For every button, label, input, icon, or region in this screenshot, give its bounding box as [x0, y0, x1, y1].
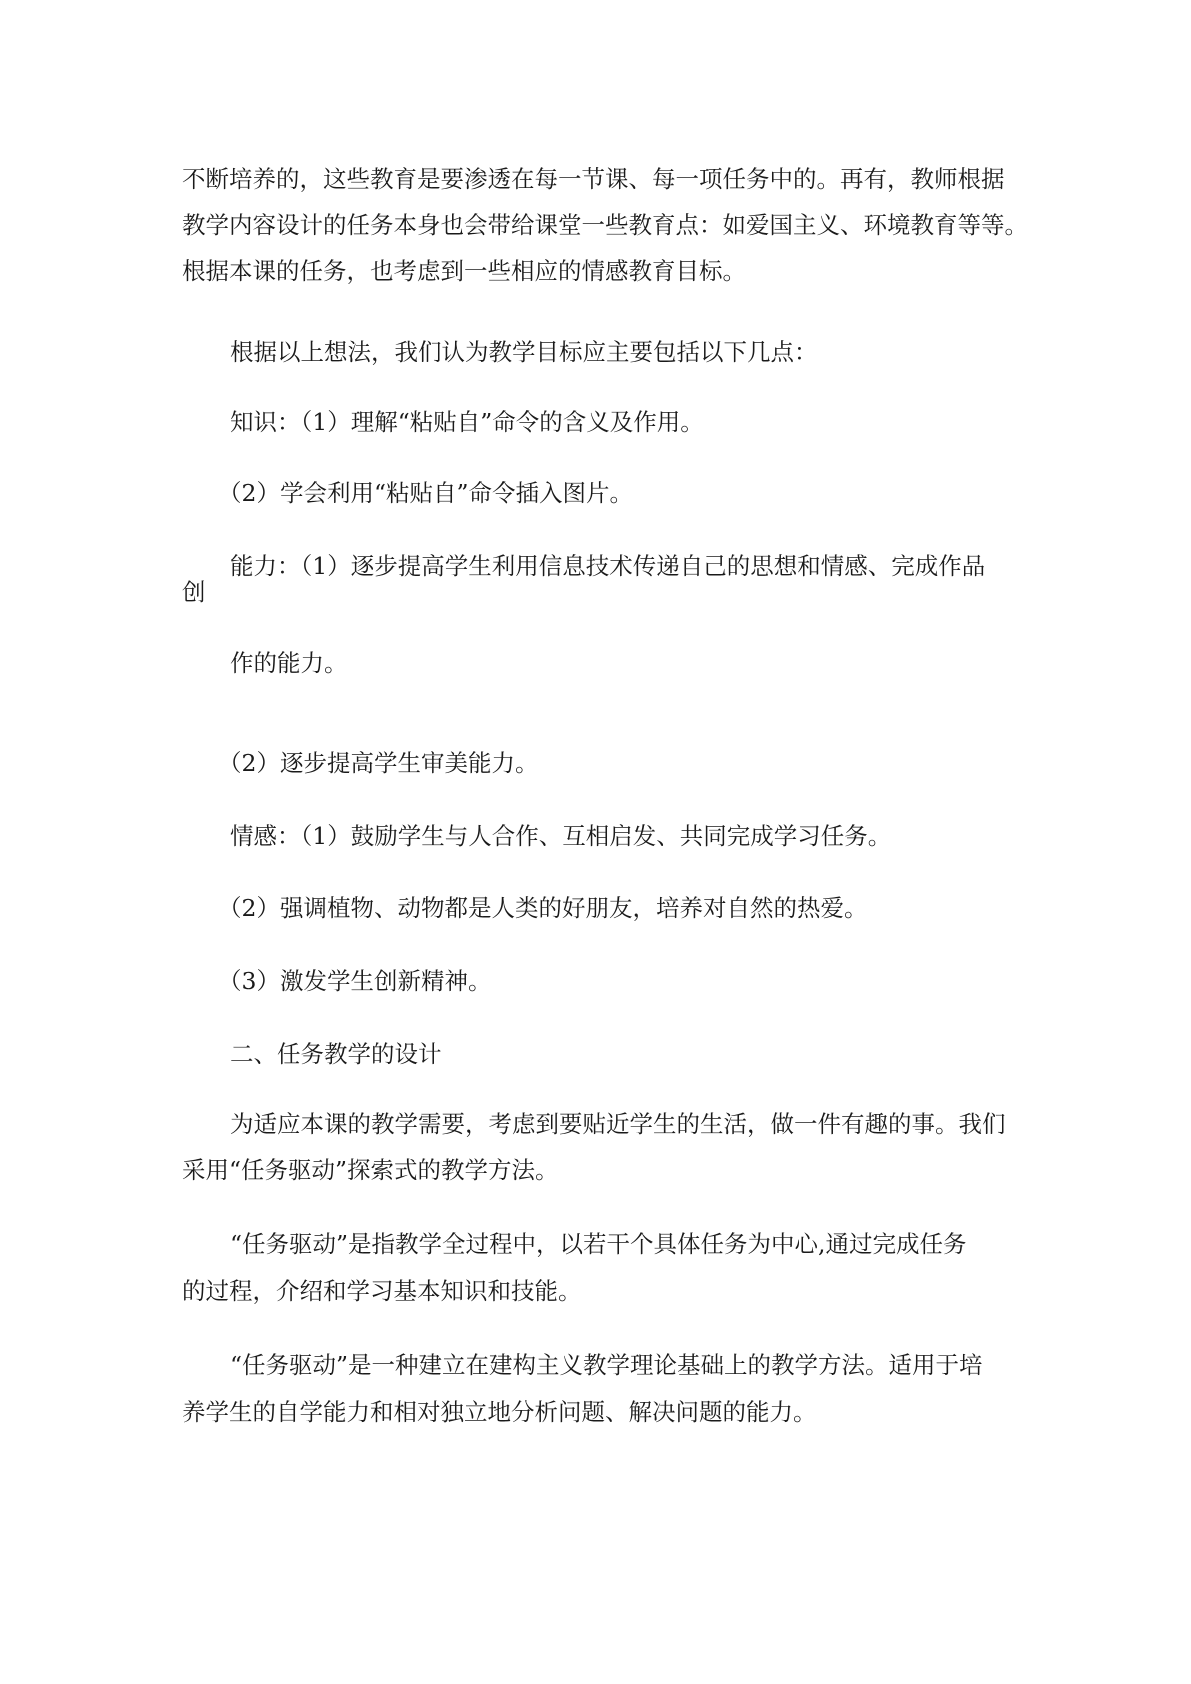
objective-knowledge-2: （2）学会利用“粘贴自”命令插入图片。	[218, 479, 633, 507]
paragraph-line: 为适应本课的教学需要，考虑到要贴近学生的生活，做一件有趣的事。我们	[230, 1110, 1006, 1138]
paragraph-line: 教学内容设计的任务本身也会带给课堂一些教育点：如爱国主义、环境教育等等。	[182, 211, 1028, 239]
objective-emotion-1: 情感：（1）鼓励学生与人合作、互相启发、共同完成学习任务。	[230, 822, 892, 850]
paragraph-line: 根据以上想法，我们认为教学目标应主要包括以下几点：	[230, 338, 818, 366]
paragraph-line: 的过程，介绍和学习基本知识和技能。	[182, 1277, 582, 1305]
paragraph-line: “任务驱动”是一种建立在建构主义教学理论基础上的教学方法。适用于培	[230, 1351, 983, 1379]
objective-emotion-3: （3）激发学生创新精神。	[218, 967, 492, 995]
objective-ability-2: （2）逐步提高学生审美能力。	[218, 749, 539, 777]
paragraph-line: 根据本课的任务，也考虑到一些相应的情感教育目标。	[182, 257, 746, 285]
paragraph-line: 作的能力。	[230, 649, 348, 677]
paragraph-line: 采用“任务驱动”探索式的教学方法。	[182, 1156, 559, 1184]
objective-knowledge-1: 知识：（1）理解“粘贴自”命令的含义及作用。	[230, 408, 704, 436]
paragraph-line: “任务驱动”是指教学全过程中，以若干个具体任务为中心,通过完成任务	[230, 1230, 967, 1258]
paragraph-line: 不断培养的，这些教育是要渗透在每一节课、每一项任务中的。再有，教师根据	[182, 165, 1005, 193]
section-heading: 二、任务教学的设计	[230, 1040, 442, 1068]
paragraph-line: 创	[182, 578, 206, 606]
objective-ability-1: 能力：（1）逐步提高学生利用信息技术传递自己的思想和情感、完成作品	[230, 552, 986, 580]
paragraph-line: 养学生的自学能力和相对独立地分析问题、解决问题的能力。	[182, 1398, 817, 1426]
objective-emotion-2: （2）强调植物、动物都是人类的好朋友，培养对自然的热爱。	[218, 894, 868, 922]
